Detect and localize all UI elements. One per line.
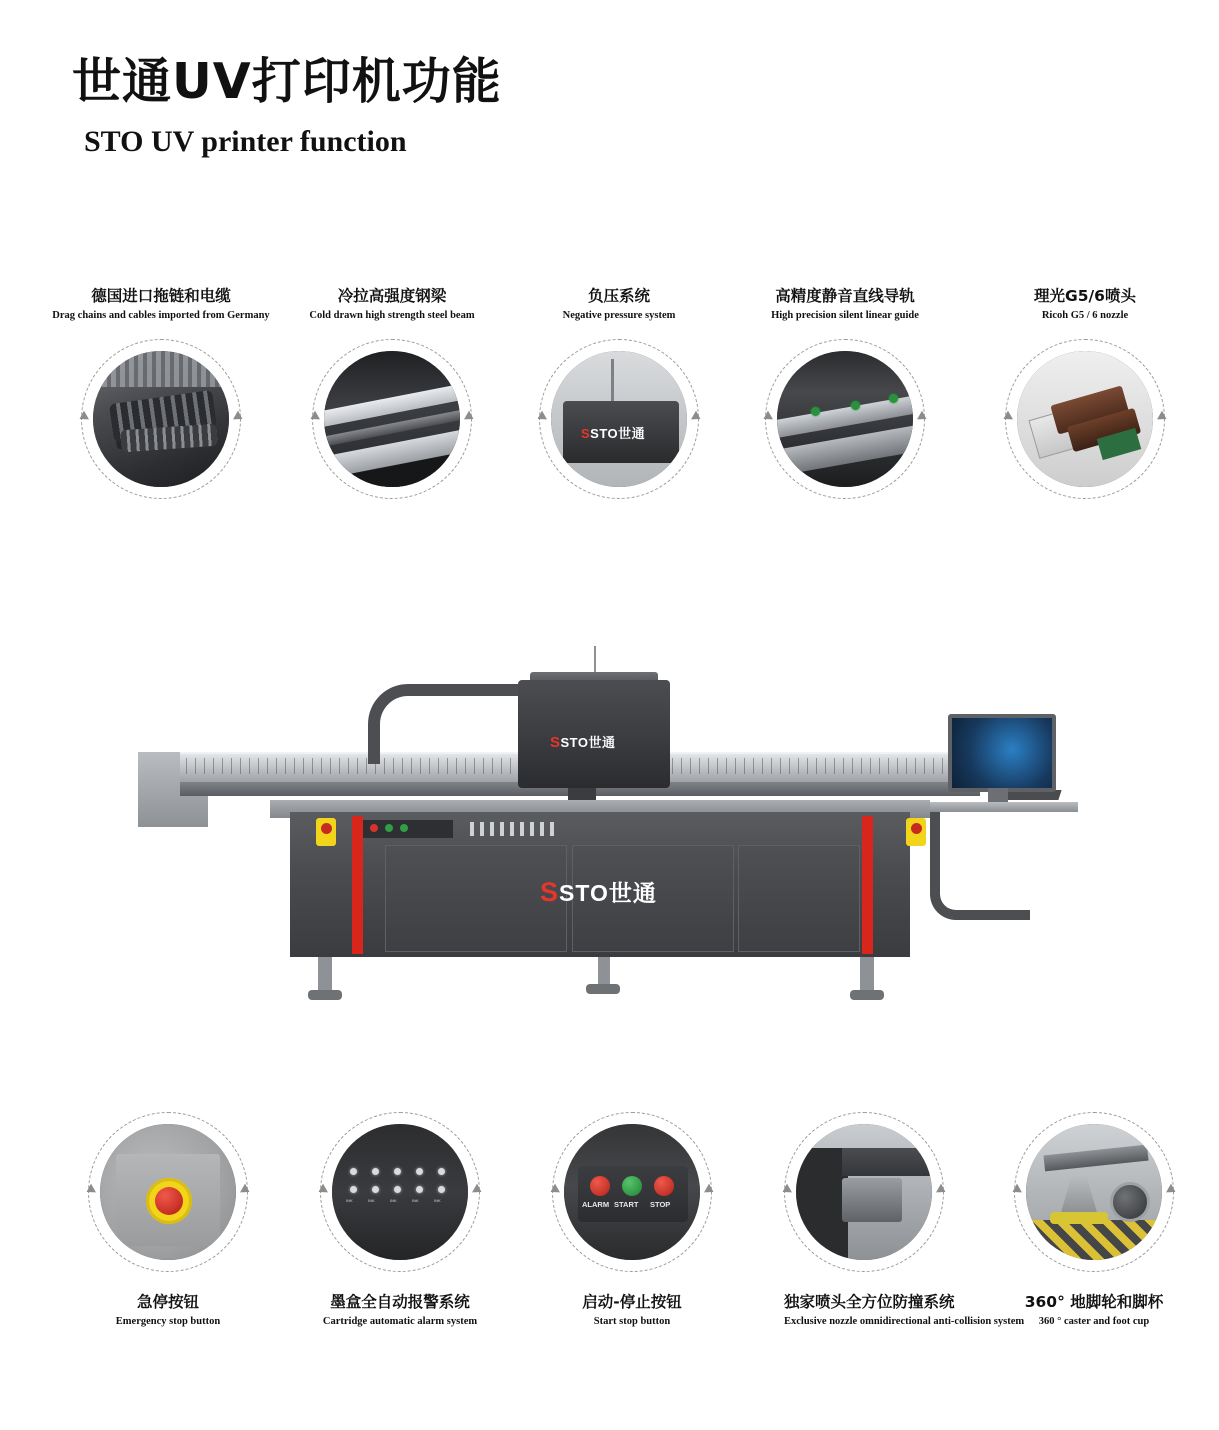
feature-label-en: High precision silent linear guide [771,310,919,321]
feature-image-ring [539,339,699,499]
feature-label-en: Ricoh G5 / 6 nozzle [1041,310,1129,321]
feature-label-cn: 德国进口拖链和电缆 [91,287,231,305]
feature-card-start-stop [552,1112,712,1327]
feature-label-en: 360 ° caster and foot cup [1038,1316,1150,1327]
brand-logo-small: SSTO世通 [581,426,646,441]
caster-footcup-photo [1026,1124,1162,1260]
printer-monitor-stand [988,788,1008,802]
page-title-cn: 世通UV打印机功能 [72,53,502,110]
feature-label-cn: 独家喷头全方位防撞系统 [784,1293,955,1311]
anti-collision-photo [796,1124,932,1260]
alarm-button[interactable] [590,1176,610,1196]
monitor-screen [952,718,1052,788]
feature-label-en: Start stop button [593,1316,671,1327]
page-title-en: STO UV printer function [84,125,407,158]
feature-card-cartridge-alarm [320,1112,480,1327]
carriage-brand-logo: SSTO世通 [550,734,616,751]
printer-foot-center [586,984,620,994]
printer-antenna [594,646,596,674]
printer-cabinet-door-3[interactable] [738,845,860,952]
printer-red-stripe-right [862,816,873,954]
feature-label-en: Emergency stop button [115,1316,221,1327]
printer-illustration [120,640,1100,1020]
feature-label-cn: 墨盒全自动报警系统 [330,1293,470,1311]
steel-beam-photo [324,351,460,487]
printer-cable-arm [368,684,528,754]
start-stop-photo [564,1124,700,1260]
feature-label-cn: 360° 地脚轮和脚杯 [1024,1293,1164,1311]
emergency-stop-icon-left[interactable] [316,818,336,846]
start-button[interactable] [622,1176,642,1196]
emergency-stop-photo [100,1124,236,1260]
feature-label-cn: 理光G5/6喷头 [1034,287,1136,305]
feature-label-en: Exclusive nozzle omnidirectional anti-collision system [784,1316,1025,1327]
feature-image-ring [1005,339,1165,499]
printer-foot-right [850,990,884,1000]
feature-image-ring [1014,1112,1174,1272]
alarm-button-label: ALARM [582,1200,610,1209]
linear-guide-photo [777,351,913,487]
printer-leg-center [598,957,610,987]
feature-card-linear-guide [740,284,950,499]
feature-image-ring [312,339,472,499]
feature-card-anti-collision [784,1112,1025,1327]
feature-label-cn: 高精度静音直线导轨 [775,287,915,305]
feature-image-ring [88,1112,248,1272]
printer-status-leds [370,824,408,832]
feature-card-ricoh-nozzle [1000,284,1170,499]
feature-card-steel-beam [282,284,502,499]
printer-monitor[interactable] [948,714,1056,792]
printer-monitor-desk [930,802,1078,812]
printer-foot-left [308,990,342,1000]
feature-label-en: Negative pressure system [562,310,676,321]
feature-image-ring [765,339,925,499]
feature-image-ring [552,1112,712,1272]
printer-brand-logo: SSTO世通 [540,877,657,907]
cartridge-alarm-photo: INK INK INK INK INK [332,1124,468,1260]
stop-button[interactable] [654,1176,674,1196]
ricoh-nozzle-photo [1017,351,1153,487]
negative-pressure-photo [551,351,687,487]
printer-switch-bank[interactable] [470,822,560,836]
feature-label-cn: 负压系统 [587,287,650,305]
feature-card-emergency-stop [88,1112,248,1327]
feature-label-en: Cold drawn high strength steel beam [309,310,475,321]
feature-card-negative-pressure [524,284,714,499]
printer-red-stripe-left [352,816,363,954]
feature-card-drag-chain [46,284,276,499]
printer-monitor-arm [930,810,1030,920]
feature-label-en: Drag chains and cables imported from Germany [52,310,270,321]
feature-card-caster-footcup [1014,1112,1174,1327]
stop-button-label: STOP [650,1200,671,1209]
feature-label-en: Cartridge automatic alarm system [322,1316,478,1327]
feature-image-ring [320,1112,480,1272]
drag-chain-photo [93,351,229,487]
feature-image-ring [784,1112,944,1272]
start-button-label: START [614,1200,639,1209]
feature-label-cn: 冷拉高强度钢梁 [337,287,447,305]
feature-image-ring [81,339,241,499]
printer-cable-post [368,736,380,764]
emergency-stop-icon-right[interactable] [906,818,926,846]
feature-label-cn: 启动-停止按钮 [582,1293,682,1311]
feature-label-cn: 急停按钮 [136,1293,199,1311]
